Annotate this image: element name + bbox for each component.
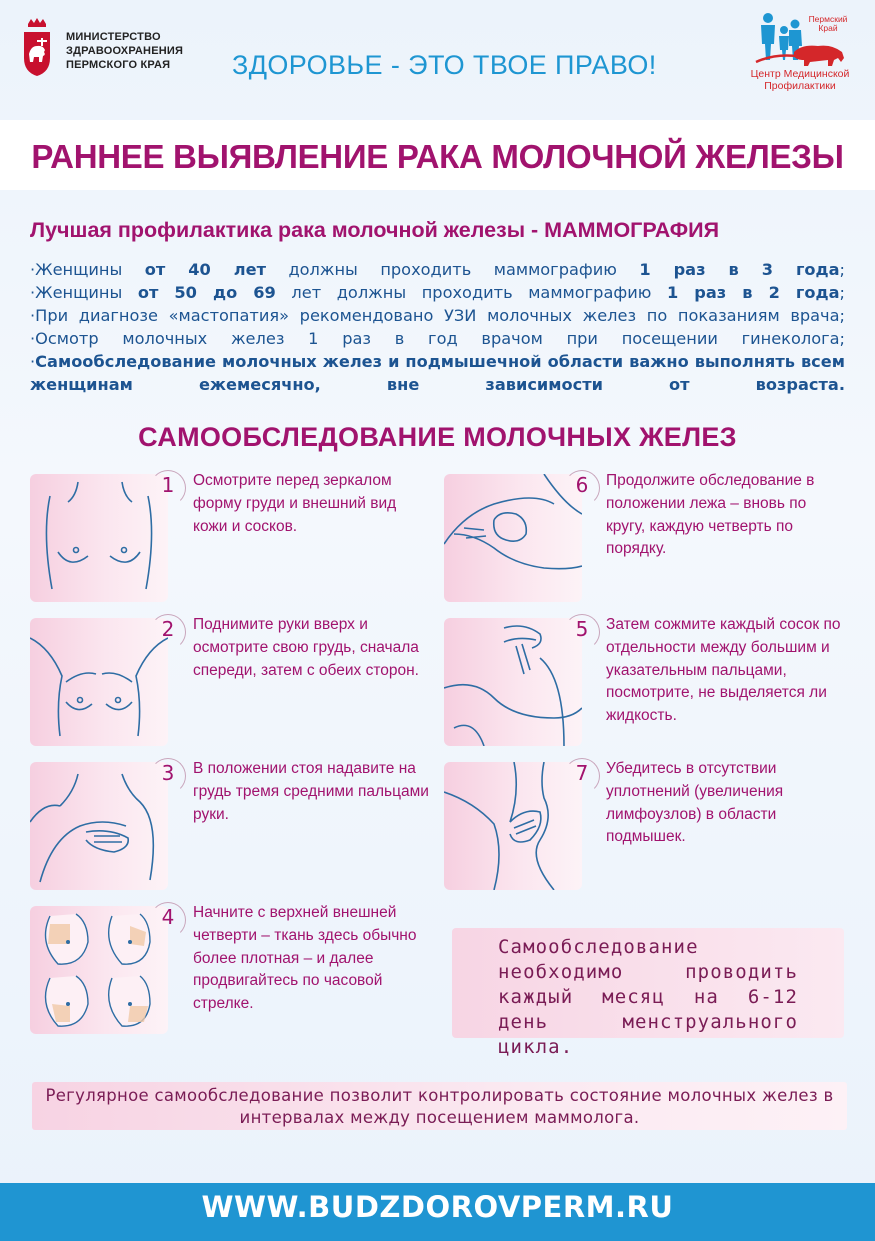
step-3-illustration — [30, 762, 168, 890]
step-1-illustration — [30, 474, 168, 602]
nipple-squeeze-icon — [444, 618, 582, 746]
note-text: Самообследование необходимо проводить каждый месяц на 6-12 день менструального цикла. — [498, 936, 798, 1058]
hand-press-icon — [30, 762, 168, 890]
armpit-check-icon — [444, 762, 582, 890]
step-4-number: 4 — [161, 905, 175, 929]
step-7-text: Убедитесь в отсутствии уплотнений (увеличения лимфоузлов) в области подмышек. — [606, 760, 784, 846]
page-title: РАННЕЕ ВЫЯВЛЕНИЕ РАКА МОЛОЧНОЙ ЖЕЛЕЗЫ — [31, 138, 844, 175]
rule-item: ·Женщины от 50 до 69 лет должны проходить маммографию 1 раз в 2 года; — [30, 283, 845, 302]
subtitle: Лучшая профилактика рака молочной железы - МАММОГРАФИЯ — [30, 218, 720, 242]
step-3-number: 3 — [161, 761, 175, 785]
ministry-name: МИНИСТЕРСТВО ЗДРАВООХРАНЕНИЯ ПЕРМСКОГО КРАЯ — [66, 31, 184, 71]
breast-quadrants-icon — [30, 906, 168, 1034]
header — [0, 0, 875, 118]
step-4-text: Начните с верхней внешней четверти – ткань здесь обычно более плотная – и далее продвигайтесь по часовой стрелке. — [193, 904, 417, 1013]
step-3-text: В положении стоя надавите на грудь тремя средними пальцами руки. — [193, 760, 429, 823]
arms-raised-icon — [30, 618, 168, 746]
step-7-illustration — [444, 762, 582, 890]
step-6-illustration — [444, 474, 582, 602]
step-4-illustration — [30, 906, 168, 1034]
step-1-text: Осмотрите перед зеркалом форму груди и внешний вид кожи и сосков. — [193, 472, 397, 535]
logo-region: Пермский Край — [808, 14, 848, 33]
perm-crest-icon — [22, 18, 52, 78]
section-title: САМООБСЛЕДОВАНИЕ МОЛОЧНЫХ ЖЕЛЕЗ — [138, 422, 737, 452]
footer-text: Регулярное самообследование позволит контролировать состояние молочных желез в интервалах между посещением маммолога. — [45, 1086, 834, 1127]
rule-item: ·Женщины от 40 лет должны проходить маммографию 1 раз в 3 года; — [30, 260, 845, 279]
rule-item: ·Осмотр молочных желез 1 раз в год врачом при посещении гинеколога; — [30, 329, 845, 348]
step-6-text: Продолжите обследование в положении лежа – вновь по кругу, каждую четверть по порядку. — [606, 472, 815, 558]
step-7-number: 7 — [575, 761, 589, 785]
rule-item: ·Самообследование молочных желез и подмышечной области важно выполнять всем женщинам ежемесячно, вне зависимости от возраста. — [30, 352, 845, 394]
step-2-illustration — [30, 618, 168, 746]
step-5-number: 5 — [575, 617, 589, 641]
slogan: ЗДОРОВЬЕ - ЭТО ТВОЕ ПРАВО! — [232, 50, 657, 80]
rule-item: ·При диагнозе «мастопатия» рекомендовано УЗИ молочных желез по показаниям врача; — [30, 306, 845, 325]
website-link[interactable]: WWW.BUDZDOROVPERM.RU — [201, 1190, 674, 1224]
step-1-number: 1 — [161, 473, 175, 497]
step-5-illustration — [444, 618, 582, 746]
step-2-text: Поднимите руки вверх и осмотрите свою грудь, сначала спереди, затем с обеих сторон. — [193, 616, 419, 679]
step-6-number: 6 — [575, 473, 589, 497]
rules-list — [30, 258, 845, 396]
torso-front-icon — [30, 474, 168, 602]
step-2-number: 2 — [161, 617, 175, 641]
logo-name: Центр Медицинской Профилактики — [750, 68, 850, 92]
step-5-text: Затем сожмите каждый сосок по отдельности между большим и указательным пальцами, посмотрите, не выделяется ли жидкость. — [606, 616, 841, 725]
lying-exam-icon — [444, 474, 582, 602]
